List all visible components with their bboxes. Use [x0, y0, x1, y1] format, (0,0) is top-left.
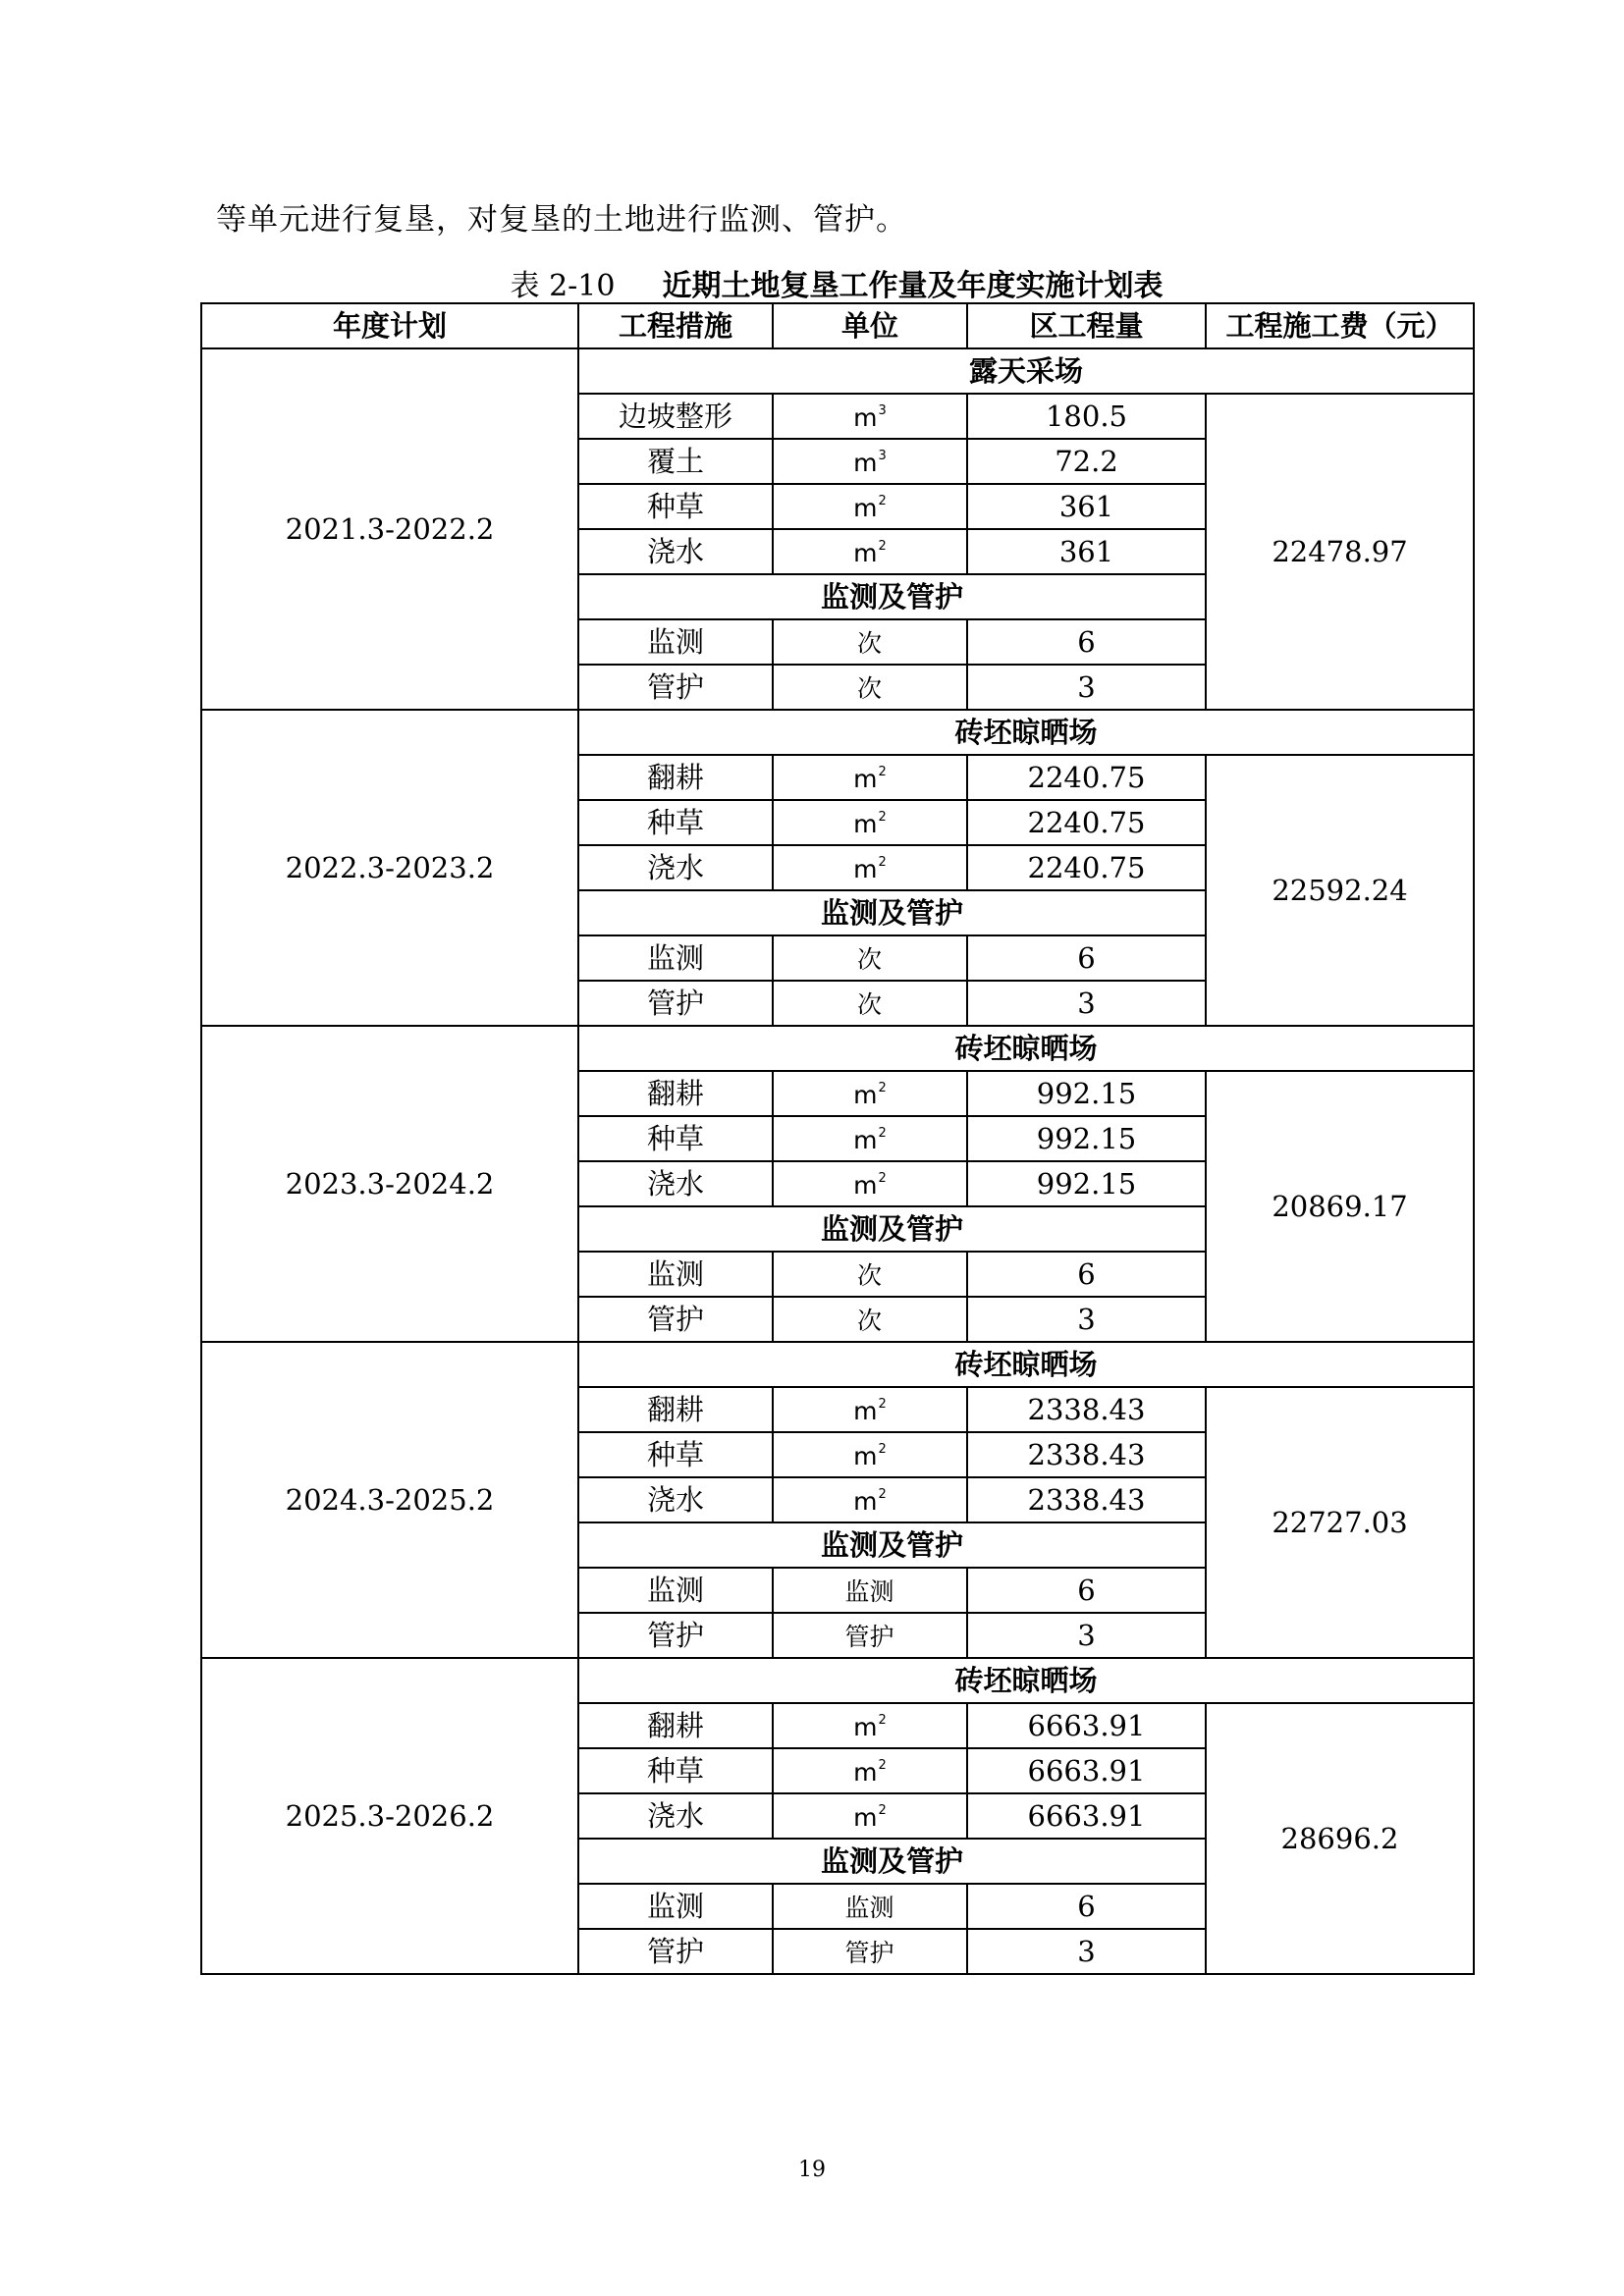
measure-cell: 浇水	[578, 1161, 773, 1206]
measure-cell: 种草	[578, 484, 773, 529]
quantity-cell: 2240.75	[967, 800, 1206, 845]
area-title-cell: 砖坯晾晒场	[578, 710, 1474, 755]
quantity-cell: 3	[967, 665, 1206, 710]
quantity-cell: 3	[967, 981, 1206, 1026]
header-cell: 工程施工费（元）	[1206, 303, 1474, 348]
quantity-cell: 6	[967, 1252, 1206, 1297]
measure-cell: 翻耕	[578, 755, 773, 800]
unit-cell	[773, 1297, 967, 1342]
unit-base: m	[853, 764, 878, 793]
unit-exponent: 2	[878, 1486, 887, 1502]
period-cell: 2021.3-2022.2	[201, 348, 578, 710]
section-title-row	[201, 710, 1474, 755]
measure-cell: 监测	[578, 1568, 773, 1613]
measure-cell: 种草	[578, 1748, 773, 1793]
unit-base: m	[853, 493, 878, 522]
monitor-title-cell: 监测及管护	[578, 890, 1206, 935]
cost-cell: 22592.24	[1206, 755, 1474, 1026]
quantity-cell: 361	[967, 529, 1206, 574]
unit-cell	[773, 1568, 967, 1613]
unit-base: 次	[856, 944, 882, 974]
intro-paragraph: 等单元进行复垦，对复垦的土地进行监测、管护。	[216, 202, 907, 238]
table-caption	[200, 261, 1473, 304]
measure-cell: 翻耕	[578, 1703, 773, 1748]
unit-base: 次	[856, 1306, 882, 1335]
unit-cell	[773, 1793, 967, 1839]
unit-base: m	[853, 538, 878, 567]
quantity-cell: 2338.43	[967, 1432, 1206, 1477]
unit-exponent: 2	[878, 1712, 887, 1728]
area-title-cell: 砖坯晾晒场	[578, 1026, 1474, 1071]
unit-base: 管护	[844, 1622, 894, 1651]
unit-base: m	[853, 1486, 878, 1516]
quantity-cell: 6663.91	[967, 1748, 1206, 1793]
quantity-cell: 72.2	[967, 439, 1206, 484]
measure-cell: 管护	[578, 1613, 773, 1658]
monitor-title-cell: 监测及管护	[578, 1522, 1206, 1568]
section-title-row	[201, 348, 1474, 394]
measure-cell: 种草	[578, 1116, 773, 1161]
page-number: 19	[798, 2158, 826, 2182]
table-caption-title: 近期土地复垦工作量及年度实施计划表	[662, 269, 1164, 303]
unit-cell	[773, 619, 967, 665]
measure-cell: 监测	[578, 935, 773, 981]
monitor-title-cell: 监测及管护	[578, 574, 1206, 619]
unit-cell	[773, 394, 967, 439]
unit-base: m	[853, 402, 878, 432]
unit-base: m	[853, 809, 878, 838]
unit-base: m	[853, 1757, 878, 1787]
quantity-cell: 180.5	[967, 394, 1206, 439]
quantity-cell: 992.15	[967, 1116, 1206, 1161]
unit-base: 次	[856, 1260, 882, 1290]
unit-cell	[773, 1071, 967, 1116]
section-title-row	[201, 1026, 1474, 1071]
measure-cell: 监测	[578, 619, 773, 665]
unit-exponent: 2	[878, 1170, 887, 1186]
unit-exponent: 2	[878, 764, 887, 779]
cost-cell: 20869.17	[1206, 1071, 1474, 1342]
cost-cell: 28696.2	[1206, 1703, 1474, 1974]
quantity-cell: 6	[967, 1568, 1206, 1613]
unit-cell	[773, 1613, 967, 1658]
unit-cell	[773, 484, 967, 529]
measure-cell: 翻耕	[578, 1071, 773, 1116]
measure-cell: 管护	[578, 1297, 773, 1342]
unit-cell	[773, 1387, 967, 1432]
unit-base: 次	[856, 673, 882, 703]
unit-cell	[773, 800, 967, 845]
reclamation-plan-table	[200, 302, 1475, 1975]
quantity-cell: 6	[967, 935, 1206, 981]
quantity-cell: 3	[967, 1613, 1206, 1658]
quantity-cell: 2240.75	[967, 755, 1206, 800]
unit-base: 次	[856, 989, 882, 1019]
unit-cell	[773, 1116, 967, 1161]
quantity-cell: 2338.43	[967, 1387, 1206, 1432]
unit-cell	[773, 1161, 967, 1206]
unit-base: m	[853, 1125, 878, 1154]
unit-exponent: 3	[878, 448, 887, 463]
unit-cell	[773, 1432, 967, 1477]
unit-cell	[773, 529, 967, 574]
measure-cell: 翻耕	[578, 1387, 773, 1432]
unit-base: 管护	[844, 1938, 894, 1967]
unit-exponent: 2	[878, 1080, 887, 1095]
header-cell: 年度计划	[201, 303, 578, 348]
unit-cell	[773, 1929, 967, 1974]
measure-cell: 浇水	[578, 1793, 773, 1839]
unit-exponent: 2	[878, 1757, 887, 1773]
unit-cell	[773, 439, 967, 484]
measure-cell: 浇水	[578, 529, 773, 574]
unit-base: m	[853, 1396, 878, 1425]
measure-cell: 浇水	[578, 845, 773, 890]
quantity-cell: 2240.75	[967, 845, 1206, 890]
header-cell: 区工程量	[967, 303, 1206, 348]
unit-exponent: 2	[878, 809, 887, 825]
unit-exponent: 2	[878, 1441, 887, 1457]
quantity-cell: 6663.91	[967, 1703, 1206, 1748]
unit-cell	[773, 1748, 967, 1793]
monitor-title-cell: 监测及管护	[578, 1206, 1206, 1252]
unit-cell	[773, 1252, 967, 1297]
monitor-title-cell: 监测及管护	[578, 1839, 1206, 1884]
unit-cell	[773, 935, 967, 981]
unit-cell	[773, 845, 967, 890]
period-cell: 2023.3-2024.2	[201, 1026, 578, 1342]
measure-cell: 浇水	[578, 1477, 773, 1522]
unit-base: m	[853, 1170, 878, 1200]
measure-cell: 种草	[578, 1432, 773, 1477]
quantity-cell: 6	[967, 619, 1206, 665]
unit-exponent: 2	[878, 493, 887, 508]
unit-base: m	[853, 854, 878, 883]
unit-base: 次	[856, 628, 882, 658]
period-cell: 2022.3-2023.2	[201, 710, 578, 1026]
table-caption-number: 表 2-10	[510, 269, 616, 303]
unit-exponent: 2	[878, 1802, 887, 1818]
quantity-cell: 992.15	[967, 1071, 1206, 1116]
unit-exponent: 2	[878, 854, 887, 870]
unit-cell	[773, 1884, 967, 1929]
unit-cell	[773, 755, 967, 800]
unit-exponent: 2	[878, 1396, 887, 1412]
unit-exponent: 3	[878, 402, 887, 418]
unit-base: m	[853, 448, 878, 477]
unit-base: m	[853, 1080, 878, 1109]
unit-base: m	[853, 1441, 878, 1470]
area-title-cell: 砖坯晾晒场	[578, 1658, 1474, 1703]
measure-cell: 管护	[578, 1929, 773, 1974]
quantity-cell: 3	[967, 1297, 1206, 1342]
unit-cell	[773, 1703, 967, 1748]
section-title-row	[201, 1342, 1474, 1387]
unit-cell	[773, 665, 967, 710]
quantity-cell: 6663.91	[967, 1793, 1206, 1839]
measure-cell: 监测	[578, 1252, 773, 1297]
area-title-cell: 露天采场	[578, 348, 1474, 394]
quantity-cell: 361	[967, 484, 1206, 529]
measure-cell: 边坡整形	[578, 394, 773, 439]
measure-cell: 监测	[578, 1884, 773, 1929]
unit-base: 监测	[844, 1576, 894, 1606]
cost-cell: 22727.03	[1206, 1387, 1474, 1658]
table-header-row	[201, 303, 1474, 348]
period-cell: 2025.3-2026.2	[201, 1658, 578, 1974]
measure-cell: 管护	[578, 665, 773, 710]
cost-cell: 22478.97	[1206, 394, 1474, 710]
quantity-cell: 6	[967, 1884, 1206, 1929]
unit-base: m	[853, 1712, 878, 1741]
quantity-cell: 992.15	[967, 1161, 1206, 1206]
quantity-cell: 2338.43	[967, 1477, 1206, 1522]
quantity-cell: 3	[967, 1929, 1206, 1974]
measure-cell: 管护	[578, 981, 773, 1026]
unit-exponent: 2	[878, 538, 887, 554]
unit-exponent: 2	[878, 1125, 887, 1141]
section-title-row	[201, 1658, 1474, 1703]
unit-cell	[773, 981, 967, 1026]
unit-cell	[773, 1477, 967, 1522]
area-title-cell: 砖坯晾晒场	[578, 1342, 1474, 1387]
measure-cell: 覆土	[578, 439, 773, 484]
unit-base: 监测	[844, 1893, 894, 1922]
unit-base: m	[853, 1802, 878, 1832]
period-cell: 2024.3-2025.2	[201, 1342, 578, 1658]
header-cell: 单位	[773, 303, 967, 348]
header-cell: 工程措施	[578, 303, 773, 348]
measure-cell: 种草	[578, 800, 773, 845]
